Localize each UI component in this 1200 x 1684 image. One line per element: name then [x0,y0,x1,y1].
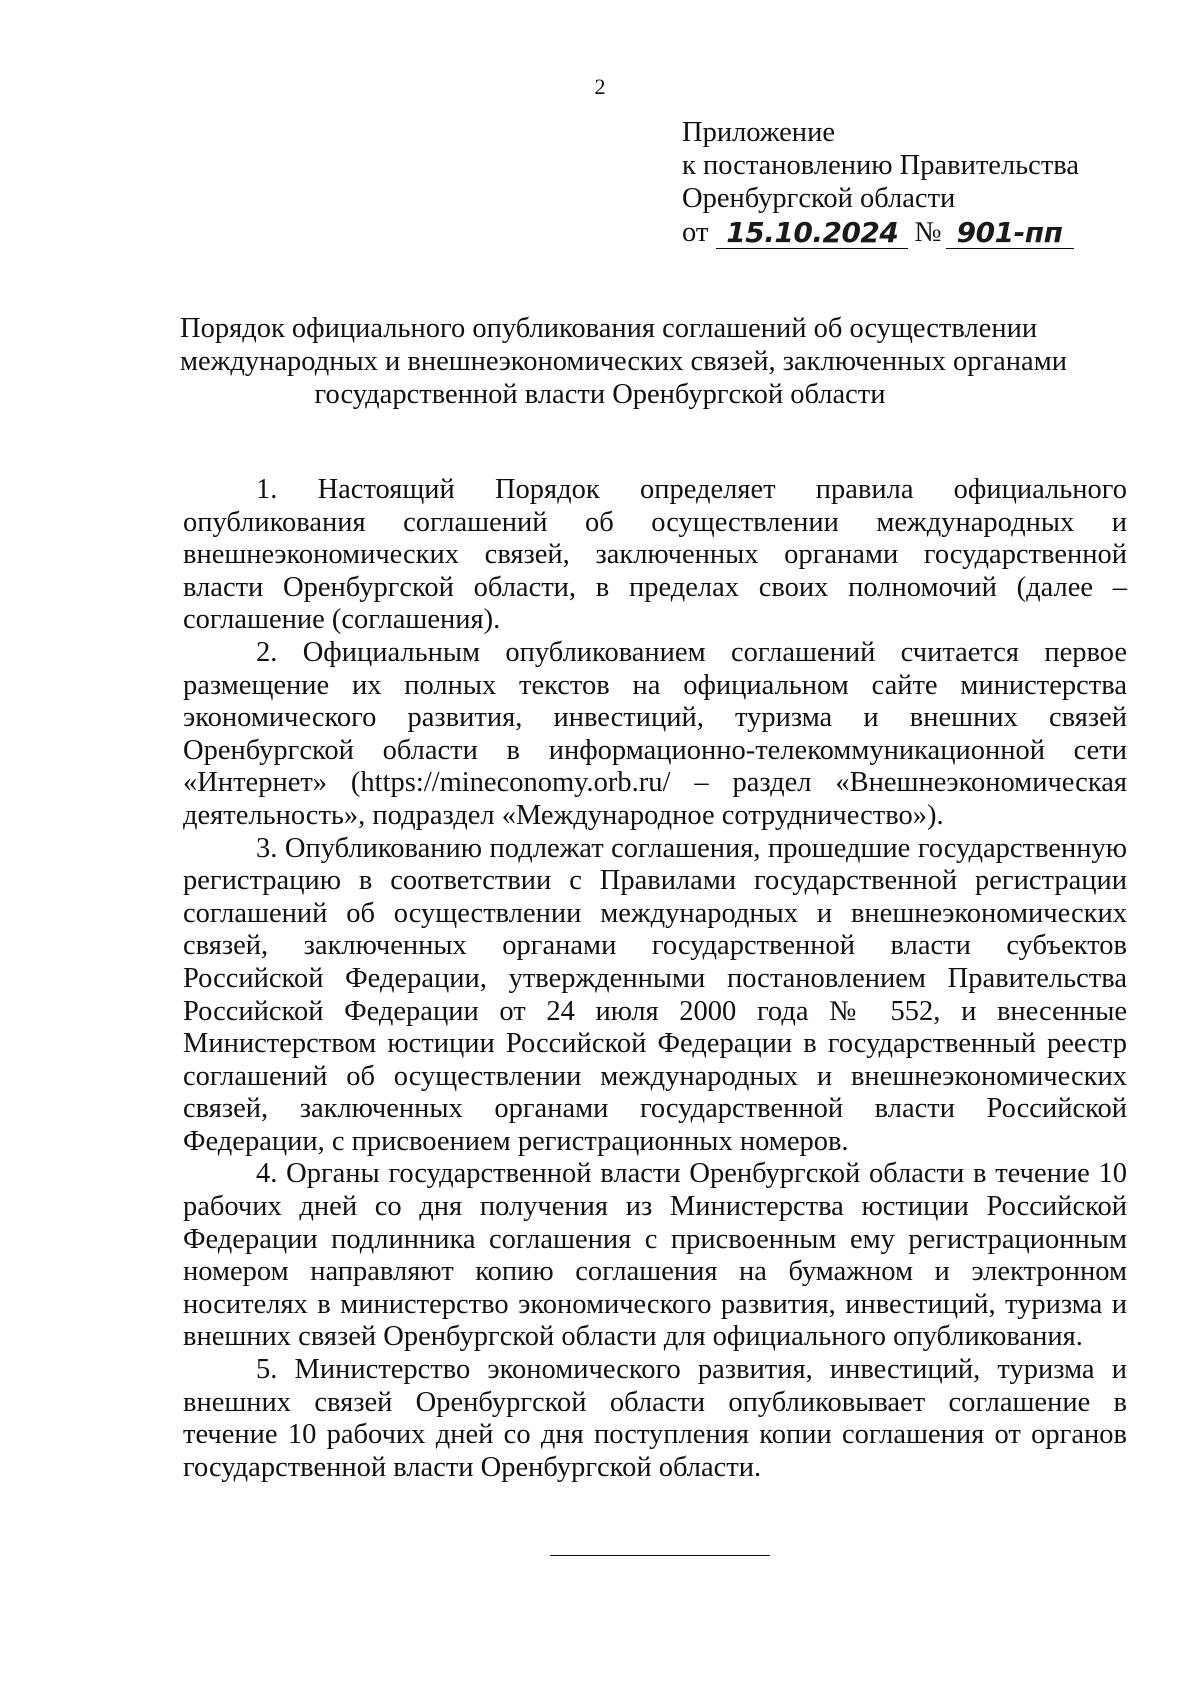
paragraph-4: 4. Органы государственной власти Оренбургской области в течение 10 рабочих дней со дня получения из Министерства юстиции Российской Федерации подлинника соглашения с присвоенным ему регистрационным номером направляют копию соглашения на бумажном и электронном носителях в министерство экономического развития, инвестиций, туризма и внешних связей Оренбургской области для официального опубликования. [183,1158,1127,1353]
title-line: Порядок официального опубликования соглашений об осуществлении [180,313,1038,344]
date-prefix: от [682,217,709,248]
paragraph-3: 3. Опубликованию подлежат соглашения, прошедшие государственную регистрацию в соответствии с Правилами государственной регистрации соглашений об осуществлении международных и внешнеэкономических связей, заключенных органами государственной власти субъектов Российской Федерации, утвержденными постановлением Правительства Российской Федерации от 24 июля 2000 года № 552, и внесенные Министерством юстиции Российской Федерации в государственный реестр соглашений об осуществлении международных и внешнеэкономических связей, заключенных органами государственной власти Российской Федерации, с присвоением регистрационных номеров. [183,832,1127,1157]
number-sign: № [914,217,942,248]
end-divider [550,1555,770,1556]
handwritten-number: 901-пп [946,218,1074,249]
appendix-heading: Приложение [682,117,835,148]
title-line: государственной власти Оренбургской области [314,379,886,410]
paragraph-2: 2. Официальным опубликованием соглашений считается первое размещение их полных текстов на официальном сайте министерства экономического развития, инвестиций, туризма и внешних связей Оренбургской области в информационно-телекоммуникационной сети «Интернет» (https://mineconomy.orb.ru/ – раздел «Внешнеэкономическая деятельность», подраздел «Международное сотрудничество»). [183,636,1127,831]
title-line: международных и внешнеэкономических связей, заключенных органами [180,346,1067,377]
paragraph-1: 1. Настоящий Порядок определяет правила официального опубликования соглашений об осуществлении международных и внешнеэкономических связей, заключенных органами государственной власти Оренбургской области, в пределах своих полномочий (далее – соглашение (соглашения). [183,474,1127,636]
appendix-date-row [682,216,1102,249]
document-body [183,474,1127,1484]
page-number: 2 [594,74,606,99]
appendix-region: Оренбургской области [682,183,956,214]
appendix-reference: к постановлению Правительства [682,150,1080,181]
document-title [180,312,1067,411]
paragraph-5: 5. Министерство экономического развития, инвестиций, туризма и внешних связей Оренбургской области опубликовывает соглашение в течение 10 рабочих дней со дня поступления копии соглашения от органов государственной власти Оренбургской области. [183,1354,1127,1483]
handwritten-date: 15.10.2024 [716,218,908,249]
appendix-block [682,116,1102,249]
